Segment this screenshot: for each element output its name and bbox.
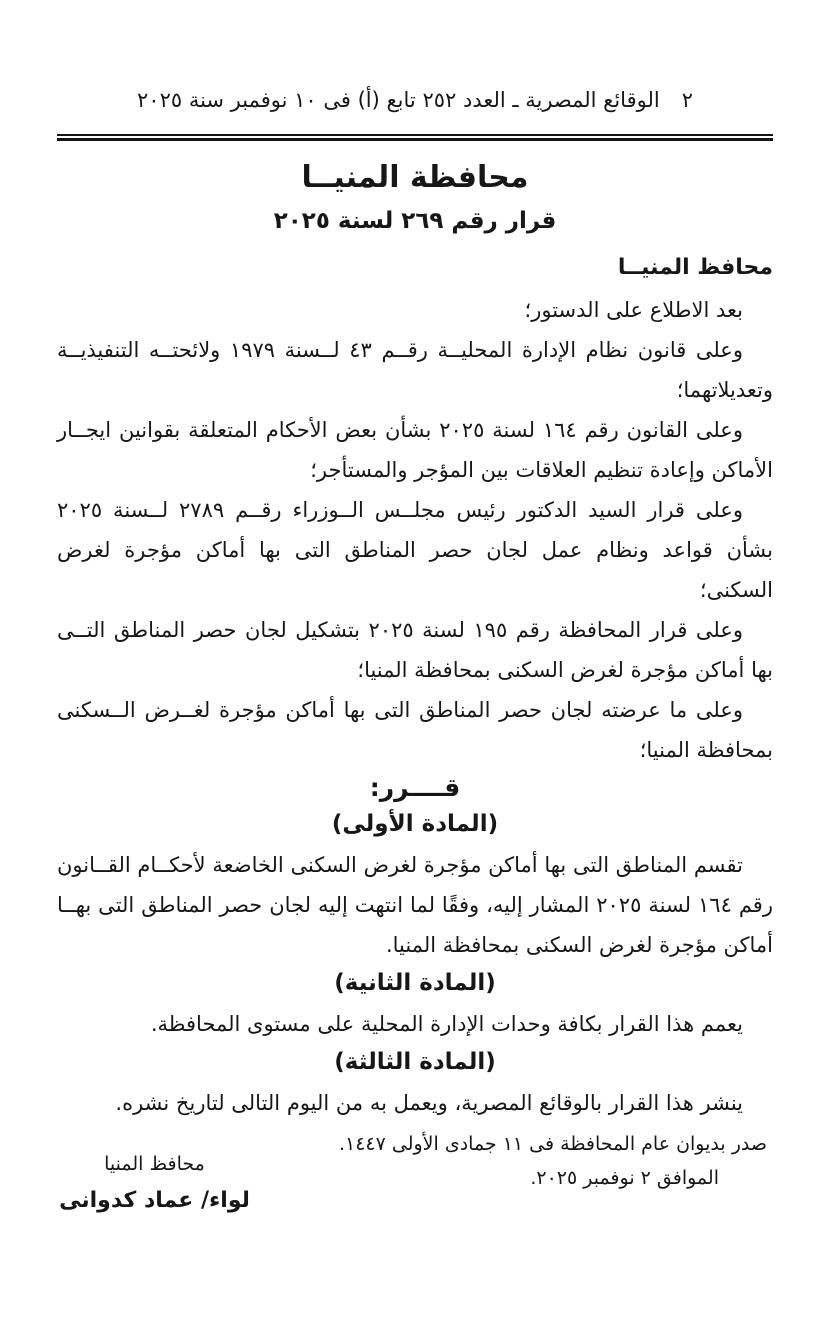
signatory-title: محافظ المنيا — [104, 1153, 205, 1175]
preamble-line: وعلى قرار المحافظة رقم ١٩٥ لسنة ٢٠٢٥ بتشكيل لجان حصر المناطق التــى — [57, 618, 743, 642]
signature-block — [52, 1150, 257, 1218]
preamble-line: بشأن قواعد ونظام عمل لجان حصر المناطق التى بها أماكن مؤجرة لغرض السكنى؛ — [57, 538, 773, 602]
article-line: رقم ١٦٤ لسنة ٢٠٢٥ المشار إليه، وفقًا لما انتهت إليه لجان حصر المناطق التى بهــا — [57, 893, 773, 917]
article-line: يعمم هذا القرار بكافة وحدات الإدارة المحلية على مستوى المحافظة. — [150, 1012, 743, 1036]
article-1-heading: (المادة الأولى) — [331, 811, 499, 837]
preamble-line: وعلى ما عرضته لجان حصر المناطق التى بها أماكن مؤجرة لغــرض الــسكنى — [57, 698, 743, 722]
article-1-body — [57, 845, 773, 965]
article-line: تقسم المناطق التى بها أماكن مؤجرة لغرض السكنى الخاضعة لأحكــام القــانون — [57, 853, 743, 877]
preamble-line: وعلى قانون نظام الإدارة المحليــة رقــم ٤٣ لــسنة ١٩٧٩ ولائحتــه التنفيذيــة — [57, 338, 743, 362]
preamble-line: بمحافظة المنيا؛ — [639, 738, 773, 762]
article-3-body — [57, 1083, 773, 1123]
page-number: ٢ — [681, 88, 693, 112]
page-header — [57, 84, 773, 116]
decree-word: قــــرر: — [369, 773, 461, 802]
governorate-title: محافظة المنيــا — [301, 160, 529, 195]
article-2-body — [57, 1004, 773, 1044]
decree-number-title: قرار رقم ٢٦٩ لسنة ٢٠٢٥ — [273, 208, 557, 234]
preamble-line: الأماكن وإعادة تنظيم العلاقات بين المؤجر والمستأجر؛ — [310, 458, 773, 482]
article-line: أماكن مؤجرة لغرض السكنى بمحافظة المنيا. — [385, 933, 773, 957]
preamble-line: بها أماكن مؤجرة لغرض السكنى بمحافظة المنيا؛ — [357, 658, 773, 682]
preamble-line: وعلى القانون رقم ١٦٤ لسنة ٢٠٢٥ بشأن بعض الأحكام المتعلقة بقوانين ايجــار — [57, 418, 743, 442]
signatory-name: لواء/ عماد كدوانى — [59, 1188, 250, 1213]
authority-heading: محافظ المنيــا — [617, 255, 773, 280]
preamble-line: وعلى قرار السيد الدكتور رئيس مجلــس الــوزراء رقــم ٢٧٨٩ لــسنة ٢٠٢٥ — [57, 498, 743, 522]
preamble — [57, 290, 773, 770]
article-2-heading: (المادة الثانية) — [334, 970, 496, 996]
preamble-line: وتعديلاتهما؛ — [676, 378, 773, 402]
header-divider — [57, 134, 773, 141]
gazette-issue-line: الوقائع المصرية ـ العدد ٢٥٢ تابع (أ) فى ١٠ نوفمبر سنة ٢٠٢٥ — [137, 88, 660, 112]
page-content — [57, 0, 773, 1195]
issuance-hijri-date: صدر بديوان عام المحافظة فى ١١ جمادى الأولى ١٤٤٧. — [338, 1133, 767, 1155]
article-line: ينشر هذا القرار بالوقائع المصرية، ويعمل به من اليوم التالى لتاريخ نشره. — [115, 1091, 743, 1115]
issuance-gregorian-date: الموافق ٢ نوفمبر ٢٠٢٥. — [530, 1167, 719, 1189]
article-3-heading: (المادة الثالثة) — [334, 1049, 496, 1075]
preamble-line: بعد الاطلاع على الدستور؛ — [524, 298, 743, 322]
